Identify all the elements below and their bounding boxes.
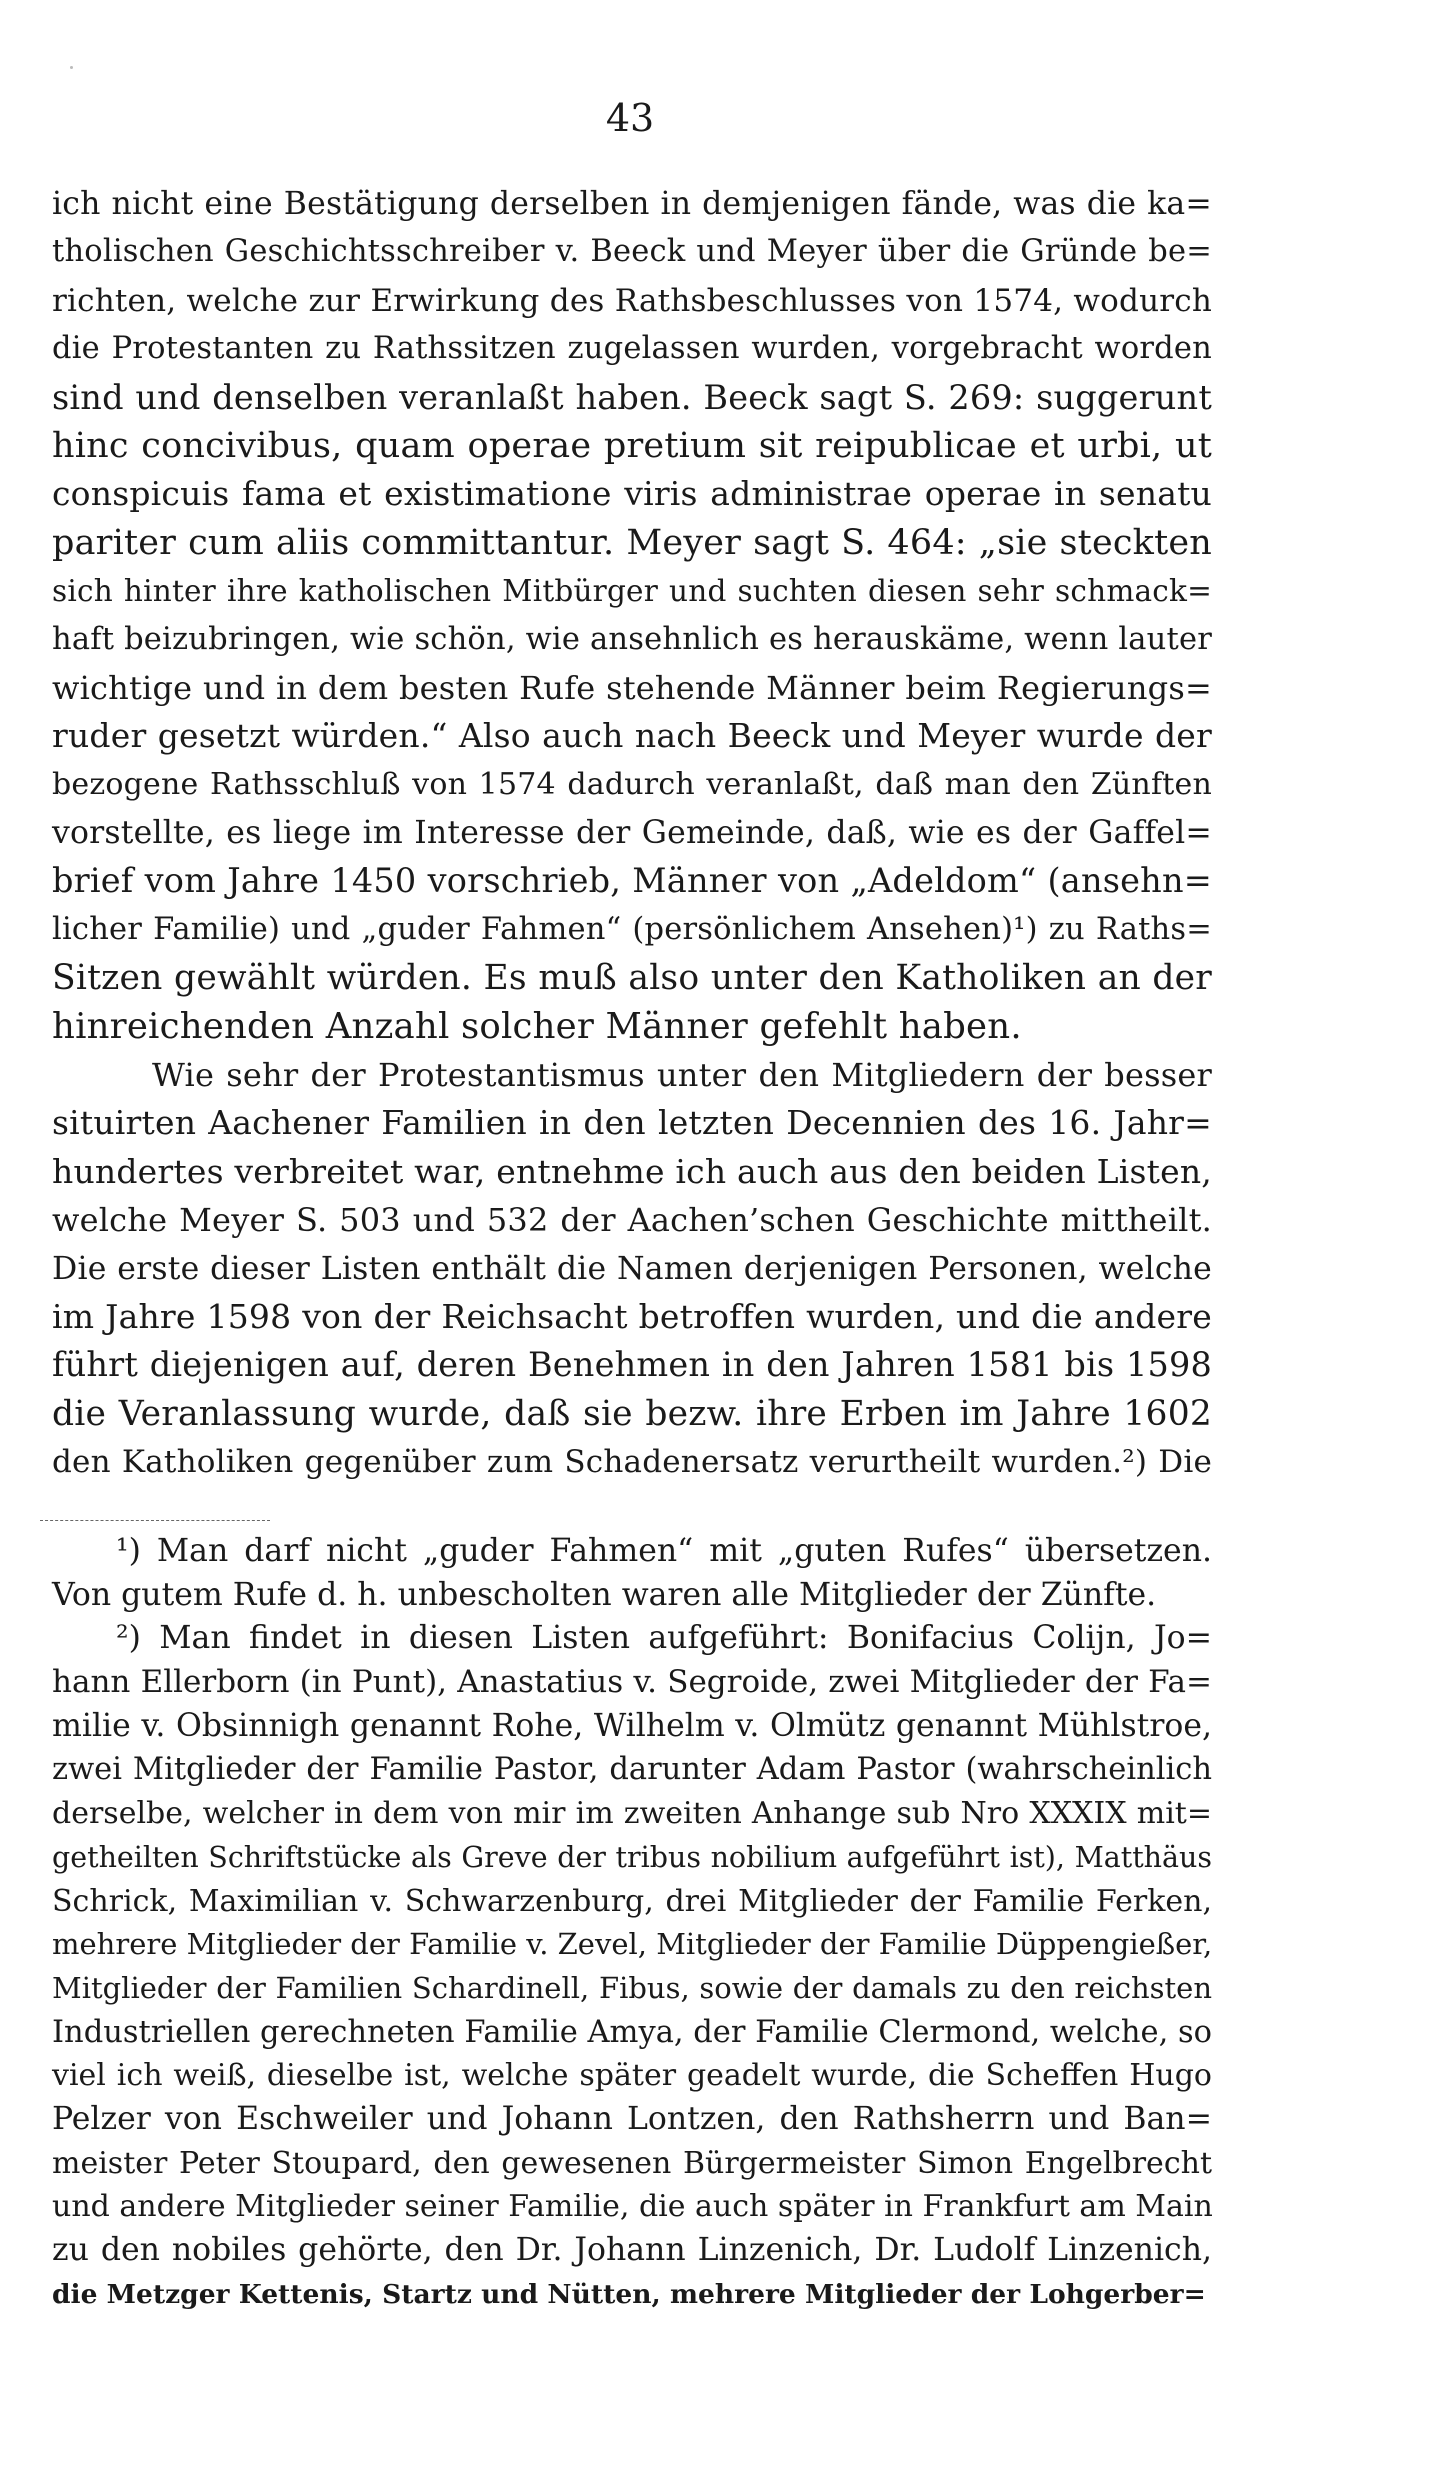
text-line: richten, welche zur Erwirkung des Rathsbeschlusses von 1574, wodurch [52,282,1212,319]
footnote-line: mehrere Mitglieder der Familie v. Zevel, Mitglieder der Familie Düppengießer, [52,1927,1213,1962]
text-line: wichtige und in dem besten Rufe stehende Männer beim Regierungs= [52,668,1212,707]
footnote-line: ²) Man findet in diesen Listen aufgeführt: Bonifacius Colijn, Jo= [116,1620,1212,1657]
text-line: tholischen Geschichtsschreiber v. Beeck und Meyer über die Gründe be= [52,234,1212,270]
text-line: die Veranlassung wurde, daß sie bezw. ihre Erben im Jahre 1602 [52,1393,1212,1434]
text-line: pariter cum aliis committantur. Meyer sagt S. 464: „sie steckten [52,522,1212,563]
text-line: sich hinter ihre katholischen Mitbürger und suchten diesen sehr schmack= [52,574,1212,609]
footnote-line: Pelzer von Eschweiler und Johann Lontzen, den Rathsherrn und Ban= [52,2100,1212,2137]
text-line: Wie sehr der Protestantismus unter den Mitgliedern der besser [152,1056,1212,1095]
text-line: ich nicht eine Bestätigung derselben in demjenigen fände, was die ka= [52,186,1212,222]
text-line: Sitzen gewählt würden. Es muß also unter den Katholiken an der [52,958,1212,999]
text-line: die Protestanten zu Rathssitzen zugelassen wurden, vorgebracht worden [52,331,1212,367]
footnote-line: meister Peter Stoupard, den gewesenen Bürgermeister Simon Engelbrecht [52,2145,1212,2181]
scan-speck [70,66,73,69]
footnote-line: Von gutem Rufe d. h. unbescholten waren alle Mitglieder der Zünfte. [52,1576,1157,1613]
footnote-line: zwei Mitglieder der Familie Pastor, darunter Adam Pastor (wahrscheinlich [52,1752,1212,1788]
text-line: hinc concivibus, quam operae pretium sit reipublicae et urbi, ut [52,425,1212,466]
text-line: ruder gesetzt würden.“ Also auch nach Beeck und Meyer wurde der [52,716,1212,756]
footnote-line: milie v. Obsinnigh genannt Rohe, Wilhelm v. Olmütz genannt Mühlstroe, [52,1707,1212,1744]
footnote-line: und andere Mitglieder seiner Familie, die auch später in Frankfurt am Main [52,2189,1213,2225]
main-text [52,180,1212,1487]
text-line: conspicuis fama et existimatione viris administrae operae in senatu [52,474,1212,514]
footnote-line: Schrick, Maximilian v. Schwarzenburg, drei Mitglieder der Familie Ferken, [52,1883,1212,1919]
text-line: situirten Aachener Familien in den letzten Decennien des 16. Jahr= [52,1103,1212,1143]
footnote-line: getheilten Schriftstücke als Greve der tribus nobilium aufgeführt ist), Matthäus [52,1840,1212,1874]
text-line: sind und denselben veranlaßt haben. Beeck sagt S. 269: suggerunt [52,377,1212,417]
text-line: licher Familie) und „guder Fahmen“ (persönlichem Ansehen)¹) zu Raths= [52,911,1212,947]
footnotes [52,1530,1212,2316]
footnote-line: derselbe, welcher in dem von mir im zweiten Anhange sub Nro XXXIX mit= [52,1796,1212,1832]
text-line: im Jahre 1598 von der Reichsacht betroffen wurden, und die andere [52,1296,1212,1336]
footnote-separator [40,1520,270,1521]
footnote-line: Industriellen gerechneten Familie Amya, der Familie Clermond, welche, so [52,2014,1212,2050]
footnote-line: die Metzger Kettenis, Startz und Nütten, mehrere Mitglieder der Lohgerber= [52,2278,1206,2310]
text-line: brief vom Jahre 1450 vorschrieb, Männer von „Adeldom“ (ansehn= [52,861,1212,901]
text-line: welche Meyer S. 503 und 532 der Aachen’schen Geschichte mittheilt. [52,1201,1212,1240]
text-line: hundertes verbreitet war, entnehme ich auch aus den beiden Listen, [52,1151,1212,1191]
footnote-line: zu den nobiles gehörte, den Dr. Johann Linzenich, Dr. Ludolf Linzenich, [52,2232,1212,2268]
text-line: hinreichenden Anzahl solcher Männer gefehlt haben. [52,1005,1022,1047]
text-line: den Katholiken gegenüber zum Schadenersatz verurtheilt wurden.²) Die [52,1444,1212,1481]
footnote-line: ¹) Man darf nicht „guder Fahmen“ mit „guten Rufes“ übersetzen. [116,1533,1212,1569]
footnote-line: viel ich weiß, dieselbe ist, welche später geadelt wurde, die Scheffen Hugo [52,2058,1212,2094]
text-line: vorstellte, es liege im Interesse der Gemeinde, daß, wie es der Gaffel= [52,815,1212,852]
footnote-line: Mitglieder der Familien Schardinell, Fibus, sowie der damals zu den reichsten [52,1970,1212,2005]
text-line: bezogene Rathsschluß von 1574 dadurch veranlaßt, daß man den Zünften [52,766,1212,802]
footnote-line: hann Ellerborn (in Punt), Anastatius v. Segroide, zwei Mitglieder der Fa= [52,1664,1212,1701]
text-line: haft beizubringen, wie schön, wie ansehnlich es herauskäme, wenn lauter [52,621,1212,657]
text-line: führt diejenigen auf, deren Benehmen in den Jahren 1581 bis 1598 [52,1345,1212,1385]
text-line: Die erste dieser Listen enthält die Namen derjenigen Personen, welche [52,1250,1212,1287]
page-number: 43 [605,96,655,140]
